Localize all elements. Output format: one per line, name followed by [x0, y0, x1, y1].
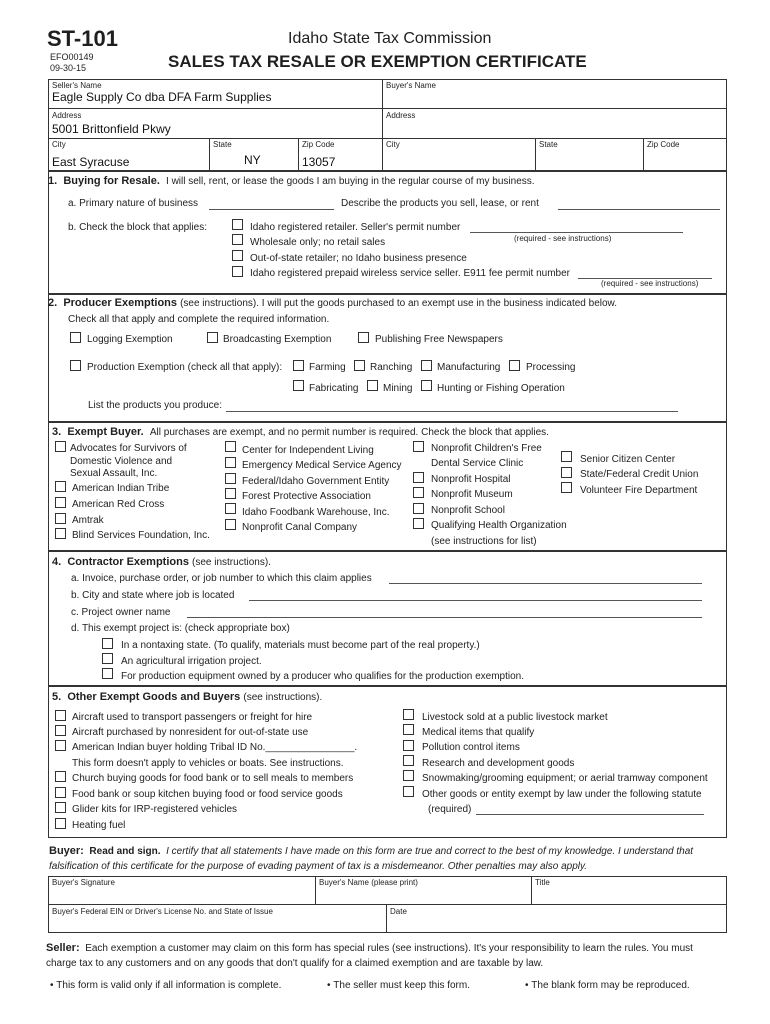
manufacturing-label: Manufacturing [437, 362, 501, 373]
advocates-checkbox[interactable] [55, 441, 66, 452]
processing-checkbox[interactable] [509, 360, 520, 371]
blind-services-checkbox[interactable] [55, 528, 66, 539]
senior-center-checkbox[interactable] [561, 451, 572, 462]
farming-label: Farming [309, 362, 346, 373]
independent-living-checkbox[interactable] [225, 441, 236, 452]
logging-label: Logging Exemption [87, 334, 173, 345]
nontaxing-state-label: In a nontaxing state. (To qualify, materials must become part of the real property.) [121, 640, 480, 651]
project-owner-field[interactable] [187, 617, 702, 618]
seller-address-field[interactable]: 5001 Brittonfield Pkwy [52, 122, 171, 136]
bullet-3: • The blank form may be reproduced. [525, 980, 690, 991]
heating-fuel-checkbox[interactable] [55, 818, 66, 829]
ems-agency-label: Emergency Medical Service Agency [242, 460, 402, 471]
medical-items-label: Medical items that qualify [422, 727, 535, 738]
soup-kitchen-label: Food bank or soup kitchen buying food or food service goods [72, 789, 343, 800]
soup-kitchen-checkbox[interactable] [55, 787, 66, 798]
required-note-1: (required - see instructions) [514, 234, 612, 243]
broadcasting-checkbox[interactable] [207, 332, 218, 343]
aircraft-nonresident-checkbox[interactable] [55, 725, 66, 736]
church-food-bank-checkbox[interactable] [55, 771, 66, 782]
aircraft-nonresident-label: Aircraft purchased by nonresident for out-of-state use [72, 727, 309, 738]
heating-fuel-label: Heating fuel [72, 820, 126, 831]
primary-business-field[interactable] [209, 209, 334, 210]
form-revision-date: 09-30-15 [50, 63, 87, 73]
buyer-title-field[interactable]: Title [535, 878, 550, 887]
idaho-retailer-label: Idaho registered retailer. Seller's permit number [250, 222, 461, 233]
seller-address-label: Address [52, 111, 82, 120]
invoice-number-field[interactable] [389, 583, 702, 584]
credit-union-checkbox[interactable] [561, 467, 572, 478]
s4-d-label: d. This exempt project is: (check appropriate box) [71, 623, 290, 634]
health-organization-checkbox[interactable] [413, 518, 424, 529]
seller-state-field[interactable]: NY [244, 153, 261, 167]
prepaid-wireless-checkbox[interactable] [232, 266, 243, 277]
fire-department-checkbox[interactable] [561, 482, 572, 493]
foodbank-warehouse-label: Idaho Foodbank Warehouse, Inc. [242, 507, 390, 518]
job-location-field[interactable] [249, 600, 702, 601]
aircraft-hire-checkbox[interactable] [55, 710, 66, 721]
foodbank-warehouse-checkbox[interactable] [225, 503, 236, 514]
nonprofit-museum-checkbox[interactable] [413, 487, 424, 498]
hunting-checkbox[interactable] [421, 380, 432, 391]
advocates-label-1: Advocates for Survivors of [70, 443, 187, 454]
ems-agency-checkbox[interactable] [225, 457, 236, 468]
production-checkbox[interactable] [70, 360, 81, 371]
tribal-id-checkbox[interactable] [55, 740, 66, 751]
wholesale-label: Wholesale only; no retail sales [250, 237, 386, 248]
s4-a-label: a. Invoice, purchase order, or job number to which this claim applies [71, 573, 372, 584]
nonprofit-hospital-label: Nonprofit Hospital [431, 474, 511, 485]
seller-state-label: State [213, 140, 232, 149]
seller-permit-field[interactable] [470, 232, 683, 233]
dental-clinic-label-2: Dental Service Clinic [431, 458, 524, 469]
section-1-heading: 1. Buying for Resale. I will sell, rent, or lease the goods I am buying in the regular course of my business. [48, 175, 535, 187]
production-equipment-checkbox[interactable] [102, 668, 113, 679]
dental-clinic-label-1: Nonprofit Children's Free [431, 443, 542, 454]
livestock-label: Livestock sold at a public livestock market [422, 712, 608, 723]
prepaid-wireless-label: Idaho registered prepaid wireless service seller. E911 fee permit number [250, 268, 570, 279]
vehicles-note: This form doesn't apply to vehicles or boats. See instructions. [72, 758, 344, 769]
wholesale-checkbox[interactable] [232, 234, 243, 245]
products-produced-field[interactable] [226, 411, 678, 412]
date-field[interactable]: Date [390, 907, 407, 916]
idaho-retailer-checkbox[interactable] [232, 219, 243, 230]
buyer-signature-field[interactable]: Buyer's Signature [52, 878, 115, 887]
forest-protective-checkbox[interactable] [225, 488, 236, 499]
bullet-1: • This form is valid only if all information is complete. [50, 980, 282, 991]
products-field[interactable] [558, 209, 720, 210]
form-number: ST-101 [47, 26, 118, 51]
fabricating-checkbox[interactable] [293, 380, 304, 391]
buyer-print-name-field[interactable]: Buyer's Name (please print) [319, 878, 418, 887]
publishing-label: Publishing Free Newspapers [375, 334, 503, 345]
buyer-state-label: State [539, 140, 558, 149]
advocates-label-3: Sexual Assault, Inc. [70, 468, 158, 479]
s1-a-label: a. Primary nature of business [68, 198, 199, 209]
bullet-2: • The seller must keep this form. [327, 980, 470, 991]
form-code: EFO00149 [50, 52, 94, 62]
american-indian-tribe-label: American Indian Tribe [72, 483, 170, 494]
seller-note-line-1: Seller: Each exemption a customer may claim on this form has special rules (see instructions). It's your responsibility to learn the rules. You must [46, 942, 693, 954]
health-organization-note: (see instructions for list) [431, 536, 537, 547]
amtrak-checkbox[interactable] [55, 513, 66, 524]
section-3-heading: 3. Exempt Buyer. All purchases are exempt, and no permit number is required. Check the block that applies. [52, 426, 549, 438]
s1-a2-label: Describe the products you sell, lease, or rent [341, 198, 539, 209]
agency-name: Idaho State Tax Commission [288, 30, 492, 47]
nonprofit-school-label: Nonprofit School [431, 505, 505, 516]
nontaxing-state-checkbox[interactable] [102, 638, 113, 649]
research-checkbox[interactable] [403, 755, 414, 766]
buyer-cert-line-1: Buyer: Read and sign. I certify that all statements I have made on this form are true and correct to the best of my knowledge. I understand that [49, 845, 694, 857]
s1-b-label: b. Check the block that applies: [68, 222, 207, 233]
page-title: SALES TAX RESALE OR EXEMPTION CERTIFICATE [168, 52, 587, 71]
amtrak-label: Amtrak [72, 515, 104, 526]
livestock-checkbox[interactable] [403, 709, 414, 720]
processing-label: Processing [526, 362, 576, 373]
section-4-heading: 4. Contractor Exemptions (see instructions). [52, 556, 271, 568]
blind-services-label: Blind Services Foundation, Inc. [72, 530, 210, 541]
irrigation-label: An agricultural irrigation project. [121, 656, 262, 667]
red-cross-checkbox[interactable] [55, 497, 66, 508]
out-of-state-label: Out-of-state retailer; no Idaho business presence [250, 253, 467, 264]
government-entity-label: Federal/Idaho Government Entity [242, 476, 390, 487]
nonprofit-school-checkbox[interactable] [413, 503, 424, 514]
advocates-label-2: Domestic Violence and [70, 456, 173, 467]
statute-field[interactable] [476, 814, 704, 815]
canal-company-checkbox[interactable] [225, 519, 236, 530]
s2-instruction: Check all that apply and complete the required information. [68, 314, 330, 325]
statute-required-label: (required) [428, 804, 472, 815]
nonprofit-museum-label: Nonprofit Museum [431, 489, 513, 500]
buyer-city-label: City [386, 140, 400, 149]
church-food-bank-label: Church buying goods for food bank or to sell meals to members [72, 773, 354, 784]
seller-name-label: Seller's Name [52, 81, 102, 90]
mining-label: Mining [383, 383, 413, 394]
glider-kits-label: Glider kits for IRP-registered vehicles [72, 804, 238, 815]
buyer-cert-line-2: falsification of this certificate for the purpose of evading payment of tax is a misdemeanor. Other penalties may also apply. [49, 861, 588, 872]
ranching-label: Ranching [370, 362, 413, 373]
buyer-ein-field[interactable]: Buyer's Federal EIN or Driver's License No. and State of Issue [52, 907, 273, 916]
seller-zip-label: Zip Code [302, 140, 335, 149]
other-goods-label: Other goods or entity exempt by law under the following statute [422, 789, 702, 800]
manufacturing-checkbox[interactable] [421, 360, 432, 371]
out-of-state-checkbox[interactable] [232, 250, 243, 261]
seller-city-field[interactable]: East Syracuse [52, 155, 130, 169]
products-produced-label: List the products you produce: [88, 400, 222, 411]
farming-checkbox[interactable] [293, 360, 304, 371]
section-5-heading: 5. Other Exempt Goods and Buyers (see instructions). [52, 691, 323, 703]
red-cross-label: American Red Cross [72, 499, 165, 510]
irrigation-checkbox[interactable] [102, 653, 113, 664]
mining-checkbox[interactable] [367, 380, 378, 391]
government-entity-checkbox[interactable] [225, 473, 236, 484]
forest-protective-label: Forest Protective Association [242, 491, 371, 502]
snowmaking-checkbox[interactable] [403, 770, 414, 781]
seller-name-field[interactable]: Eagle Supply Co dba DFA Farm Supplies [52, 90, 272, 104]
section-2-heading: 2. Producer Exemptions (see instructions). I will put the goods purchased to an exempt use in the business indicated below. [48, 297, 617, 309]
buyer-address-label: Address [386, 111, 416, 120]
canal-company-label: Nonprofit Canal Company [242, 522, 358, 533]
health-organization-label: Qualifying Health Organization [431, 520, 567, 531]
research-label: Research and development goods [422, 758, 575, 769]
production-label: Production Exemption (check all that apply): [87, 362, 283, 373]
seller-zip-field[interactable]: 13057 [302, 155, 336, 169]
tribal-id-label: American Indian buyer holding Tribal ID No.________________. [72, 742, 358, 753]
pollution-control-label: Pollution control items [422, 742, 520, 753]
american-indian-tribe-checkbox[interactable] [55, 481, 66, 492]
pollution-control-checkbox[interactable] [403, 740, 414, 751]
s4-c-label: c. Project owner name [71, 607, 171, 618]
hunting-label: Hunting or Fishing Operation [437, 383, 565, 394]
logging-checkbox[interactable] [70, 332, 81, 343]
broadcasting-label: Broadcasting Exemption [223, 334, 332, 345]
aircraft-hire-label: Aircraft used to transport passengers or freight for hire [72, 712, 313, 723]
dental-clinic-checkbox[interactable] [413, 441, 424, 452]
buyer-zip-label: Zip Code [647, 140, 680, 149]
seller-note-line-2: charge tax to any customers and on any goods that don't qualify for a claimed exemption and are taxable by law. [46, 958, 544, 969]
s4-b-label: b. City and state where job is located [71, 590, 235, 601]
nonprofit-hospital-checkbox[interactable] [413, 472, 424, 483]
other-goods-checkbox[interactable] [403, 786, 414, 797]
production-equipment-label: For production equipment owned by a producer who qualifies for the production exemption. [121, 671, 525, 682]
glider-kits-checkbox[interactable] [55, 802, 66, 813]
ranching-checkbox[interactable] [354, 360, 365, 371]
publishing-checkbox[interactable] [358, 332, 369, 343]
fire-department-label: Volunteer Fire Department [580, 485, 698, 496]
required-note-2: (required - see instructions) [601, 279, 699, 288]
fabricating-label: Fabricating [309, 383, 359, 394]
seller-city-label: City [52, 140, 66, 149]
credit-union-label: State/Federal Credit Union [580, 469, 699, 480]
independent-living-label: Center for Independent Living [242, 445, 374, 456]
snowmaking-label: Snowmaking/grooming equipment; or aerial tramway component [422, 773, 708, 784]
buyer-name-label: Buyer's Name [386, 81, 436, 90]
medical-items-checkbox[interactable] [403, 724, 414, 735]
senior-center-label: Senior Citizen Center [580, 454, 676, 465]
